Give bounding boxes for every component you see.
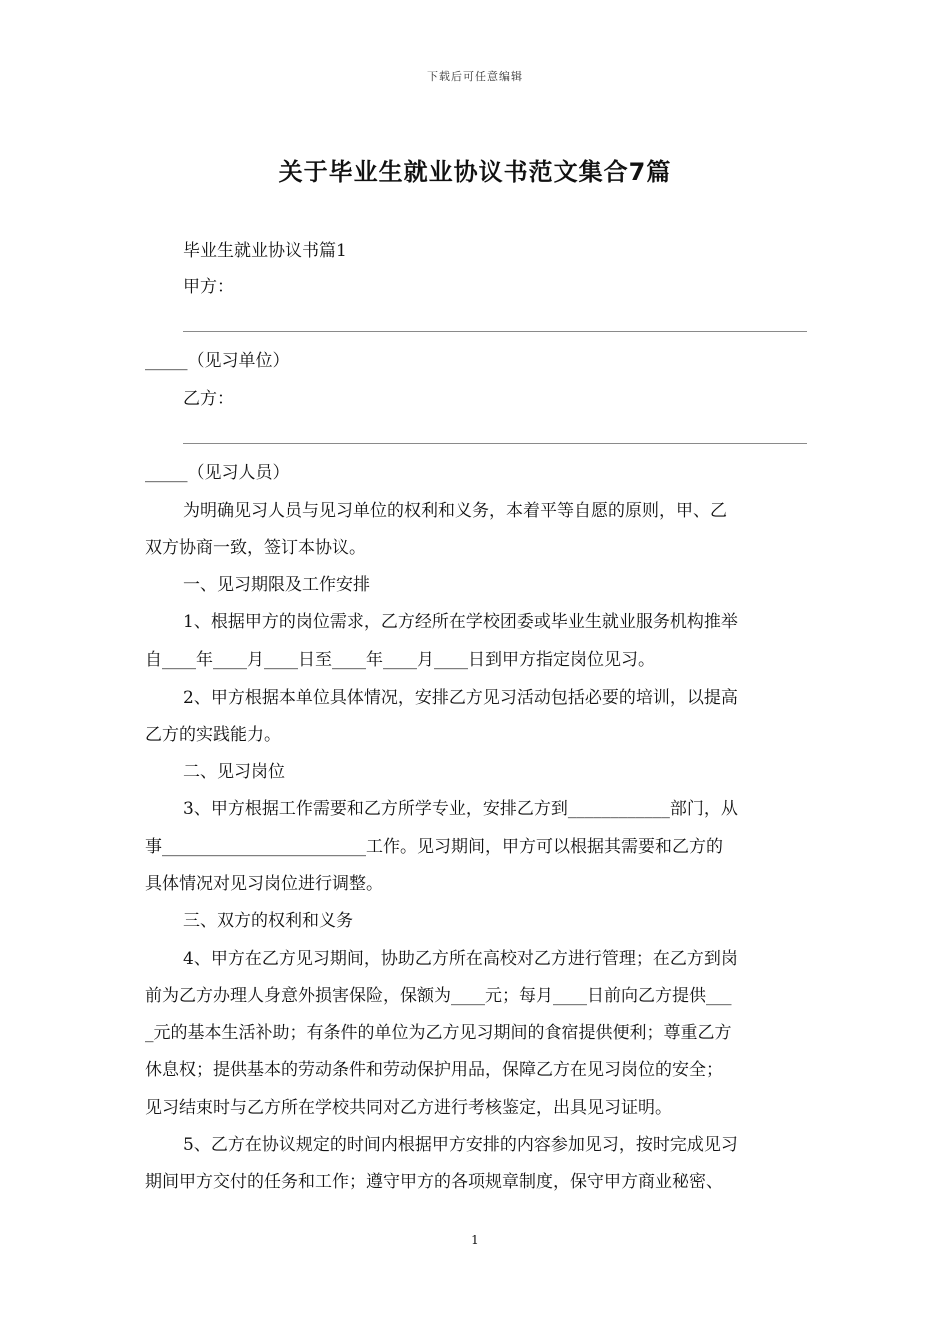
party-b-person: _____（见习人员） [145, 463, 290, 483]
paragraph-line: 见习结束时与乙方所在学校共同对乙方进行考核鉴定，出具见习证明。 [145, 1098, 672, 1118]
party-b-label: 乙方： [183, 389, 234, 409]
paragraph-line: 具体情况对见习岗位进行调整。 [145, 874, 383, 894]
party-a-unit: _____（见习单位） [145, 351, 290, 371]
page-number: 1 [471, 1233, 479, 1247]
paragraph-line: 2、甲方根据本单位具体情况，安排乙方见习活动包括必要的培训，以提高 [183, 688, 738, 708]
paragraph-line: 5、乙方在协议规定的时间内根据甲方安排的内容参加见习，按时完成见习 [183, 1135, 738, 1155]
paragraph-line: 前为乙方办理人身意外损害保险，保额为____元；每月____日前向乙方提供___ [145, 986, 732, 1006]
paragraph-line: 自____年____月____日至____年____月____日到甲方指定岗位见习。 [145, 650, 655, 670]
paragraph-line: 4、甲方在乙方见习期间，协助乙方所在高校对乙方进行管理；在乙方到岗 [183, 949, 738, 969]
paragraph-line: 双方协商一致，签订本协议。 [145, 538, 366, 558]
party-a-label: 甲方： [183, 277, 234, 297]
paragraph-line: 为明确见习人员与见习单位的权利和义务，本着平等自愿的原则，甲、乙 [183, 501, 727, 521]
paragraph-line: 期间甲方交付的任务和工作；遵守甲方的各项规章制度，保守甲方商业秘密、 [145, 1172, 723, 1192]
clause-heading: 二、见习岗位 [183, 762, 285, 782]
header-note: 下载后可任意编辑 [427, 70, 523, 83]
section-heading: 毕业生就业协议书篇1 [183, 241, 347, 261]
clause-heading: 三、双方的权利和义务 [183, 911, 353, 931]
clause-heading: 一、见习期限及工作安排 [183, 575, 370, 595]
party-a-underline [183, 331, 807, 332]
document-title: 关于毕业生就业协议书范文集合7篇 [278, 158, 672, 186]
paragraph-line: 乙方的实践能力。 [145, 725, 281, 745]
paragraph-line: 3、甲方根据工作需要和乙方所学专业，安排乙方到____________部门，从 [183, 799, 738, 819]
paragraph-line: 休息权；提供基本的劳动条件和劳动保护用品，保障乙方在见习岗位的安全； [145, 1060, 723, 1080]
paragraph-line: 1、根据甲方的岗位需求，乙方经所在学校团委或毕业生就业服务机构推举 [183, 612, 738, 632]
paragraph-line: 事________________________工作。见习期间，甲方可以根据其需要和乙方的 [145, 837, 723, 857]
paragraph-line: _元的基本生活补助；有条件的单位为乙方见习期间的食宿提供便利；尊重乙方 [145, 1023, 732, 1043]
party-b-underline [183, 443, 807, 444]
